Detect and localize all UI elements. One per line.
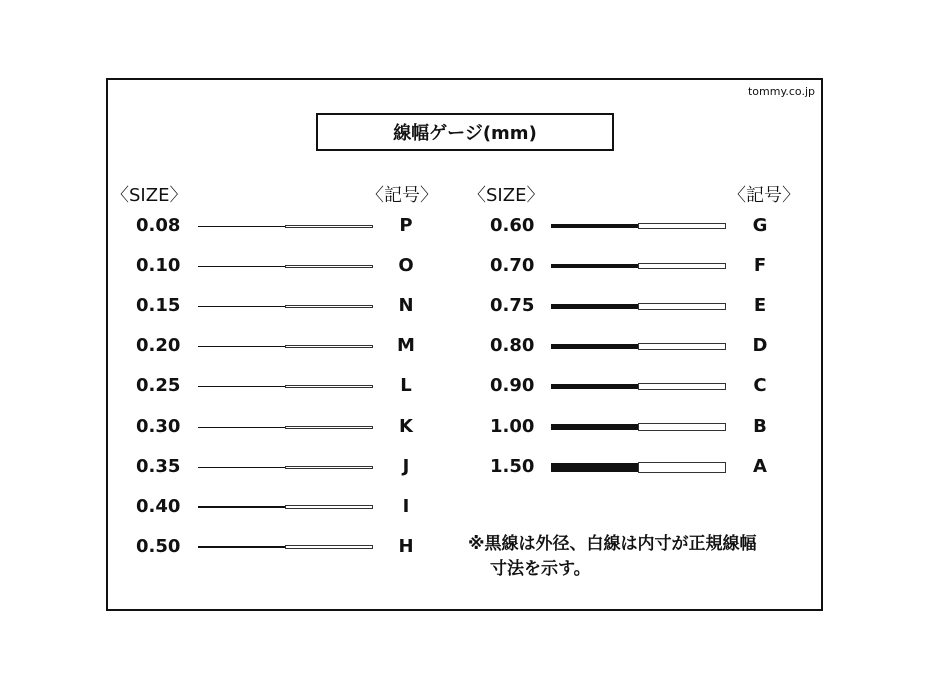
white-line (285, 545, 373, 549)
size-label: 0.25 (136, 375, 181, 396)
black-line (551, 344, 638, 349)
white-line (285, 265, 373, 268)
black-line (198, 266, 285, 267)
line-gauge (551, 455, 726, 479)
black-line (551, 304, 638, 309)
size-label: 0.10 (136, 255, 181, 276)
code-label: H (398, 536, 414, 557)
code-label: A (753, 456, 767, 477)
line-gauge (198, 374, 373, 398)
size-label: 0.35 (136, 456, 181, 477)
white-line (285, 505, 373, 509)
white-line (285, 426, 373, 429)
black-line (198, 546, 285, 548)
black-line (198, 346, 285, 347)
line-gauge (198, 535, 373, 559)
code-label: J (402, 456, 410, 477)
size-label: 0.40 (136, 496, 181, 517)
black-line (551, 264, 638, 268)
right-code-header: 〈記号〉 (728, 185, 800, 206)
size-label: 1.00 (490, 416, 535, 437)
gauge-title-text: 線幅ゲージ(mm) (393, 123, 537, 144)
black-line (198, 226, 285, 227)
size-label: 0.50 (136, 536, 181, 557)
black-line (198, 306, 285, 307)
black-line (198, 427, 285, 428)
white-line (638, 343, 726, 350)
size-label: 0.60 (490, 215, 535, 236)
right-size-header: 〈SIZE〉 (468, 185, 545, 206)
size-label: 0.70 (490, 255, 535, 276)
size-label: 0.75 (490, 295, 535, 316)
white-line (285, 345, 373, 348)
black-line (198, 467, 285, 468)
left-size-header: 〈SIZE〉 (111, 185, 188, 206)
line-gauge (551, 415, 726, 439)
note-line-1: ※黒線は外径、白線は内寸が正規線幅 (468, 534, 757, 554)
line-gauge (551, 254, 726, 278)
white-line (638, 383, 726, 390)
credit-text: tommy.co.jp (747, 85, 815, 98)
code-label: P (399, 215, 413, 236)
code-label: N (398, 295, 414, 316)
code-label: E (753, 295, 767, 316)
code-label: K (399, 416, 413, 437)
code-label: F (753, 255, 767, 276)
size-label: 0.08 (136, 215, 181, 236)
line-gauge (551, 214, 726, 238)
code-label: C (753, 375, 767, 396)
black-line (198, 506, 285, 508)
black-line (551, 463, 638, 472)
size-label: 0.90 (490, 375, 535, 396)
white-line (285, 305, 373, 308)
size-label: 1.50 (490, 456, 535, 477)
size-label: 0.20 (136, 335, 181, 356)
line-gauge (198, 214, 373, 238)
line-gauge (198, 415, 373, 439)
black-line (551, 384, 638, 389)
white-line (285, 385, 373, 388)
code-label: L (400, 375, 412, 396)
note-line-2: 寸法を示す。 (490, 559, 591, 579)
code-label: D (752, 335, 768, 356)
black-line (551, 224, 638, 228)
white-line (638, 462, 726, 473)
line-gauge (198, 334, 373, 358)
line-gauge (198, 455, 373, 479)
line-gauge (551, 374, 726, 398)
white-line (285, 466, 373, 469)
size-label: 0.30 (136, 416, 181, 437)
left-code-header: 〈記号〉 (366, 185, 438, 206)
code-label: I (402, 496, 410, 517)
line-gauge (198, 294, 373, 318)
white-line (638, 303, 726, 310)
gauge-title (316, 113, 614, 151)
line-gauge (551, 334, 726, 358)
code-label: G (752, 215, 768, 236)
white-line (638, 423, 726, 431)
white-line (638, 263, 726, 269)
size-label: 0.80 (490, 335, 535, 356)
white-line (638, 223, 726, 229)
code-label: O (398, 255, 414, 276)
line-gauge (198, 495, 373, 519)
size-label: 0.15 (136, 295, 181, 316)
line-gauge (551, 294, 726, 318)
note (468, 532, 757, 582)
code-label: M (397, 335, 415, 356)
code-label: B (753, 416, 767, 437)
black-line (551, 424, 638, 430)
line-gauge (198, 254, 373, 278)
black-line (198, 386, 285, 387)
white-line (285, 225, 373, 228)
